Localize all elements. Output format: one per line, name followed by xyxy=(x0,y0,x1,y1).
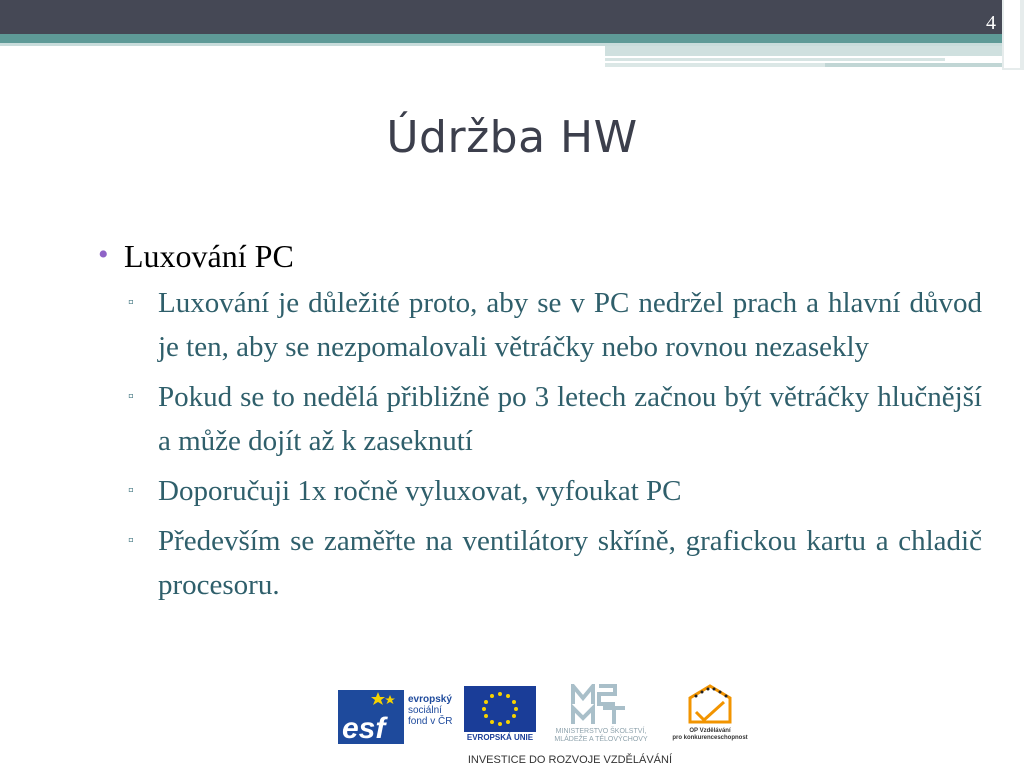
op-logo-caption xyxy=(670,728,750,742)
sub-bullet-text: Především se zaměřte na ventilátory skříně, grafickou kartu a chladič procesoru. xyxy=(158,525,982,601)
msmt-mark-icon xyxy=(569,684,633,726)
esf-stars-icon xyxy=(338,690,404,710)
right-frame-inner xyxy=(1004,0,1020,68)
esf-logo-caption xyxy=(408,694,452,727)
bullet-level-1 xyxy=(98,238,982,275)
square-bullet-icon: ▫ xyxy=(128,388,134,405)
invest-slogan: INVESTICE DO ROZVOJE VZDĚLÁVÁNÍ xyxy=(467,754,672,766)
slide-title: Údržba HW xyxy=(386,112,638,163)
sub-bullet-list xyxy=(128,281,982,607)
slide-number: 4 xyxy=(986,12,996,34)
eu-logo xyxy=(464,686,536,744)
msmt-logo xyxy=(541,684,661,746)
esf-logo-box xyxy=(338,690,404,744)
sub-bullet xyxy=(128,519,982,607)
esf-caption-line2: sociální xyxy=(408,705,442,716)
eu-flag xyxy=(464,686,536,732)
sub-bullet-text: Pokud se to nedělá přibližně po 3 letech začnou být větráčky hlučnější a může dojít až k zaseknutí xyxy=(158,381,982,457)
accent-band-2 xyxy=(605,58,945,61)
sub-bullet xyxy=(128,469,982,513)
eu-stars-icon xyxy=(464,686,536,732)
msmt-caption-line1: MINISTERSTVO ŠKOLSTVÍ, xyxy=(555,728,647,735)
top-dark-band xyxy=(0,0,1024,34)
sub-bullet xyxy=(128,281,982,369)
accent-band-3 xyxy=(605,63,825,67)
esf-logo xyxy=(336,684,456,746)
content-area xyxy=(98,238,982,613)
msmt-caption-line2: MLÁDEŽE A TĚLOVÝCHOVY xyxy=(554,736,648,743)
msmt-logo-caption xyxy=(541,728,661,744)
eu-logo-label: EVROPSKÁ UNIE xyxy=(466,733,534,742)
square-bullet-icon: ▫ xyxy=(128,294,134,311)
bullet-level-1-text: Luxování PC xyxy=(124,238,294,274)
footer-logos xyxy=(336,684,756,768)
op-logo xyxy=(670,684,750,746)
accent-band-4 xyxy=(825,63,1003,67)
top-teal-band xyxy=(0,34,1024,43)
op-caption-line1: OP Vzdělávání xyxy=(689,728,731,734)
sub-bullet-text: Luxování je důležité proto, aby se v PC nedržel prach a hlavní důvod je ten, aby se nezpomalovali větráčky nebo rovnou nezasekly xyxy=(158,287,982,363)
op-logo-icon xyxy=(682,684,738,726)
sub-bullet-text: Doporučuji 1x ročně vyluxovat, vyfoukat PC xyxy=(158,475,682,507)
op-caption-line2: pro konkurenceschopnost xyxy=(672,735,748,741)
square-bullet-icon: ▫ xyxy=(128,482,134,499)
esf-caption-line3: fond v ČR xyxy=(408,716,453,727)
bullet-dot-icon: • xyxy=(98,238,109,271)
esf-caption-line1: evropský xyxy=(408,694,452,705)
accent-band-1 xyxy=(605,46,1003,56)
sub-bullet xyxy=(128,375,982,463)
square-bullet-icon: ▫ xyxy=(128,532,134,549)
esf-logo-mark: esf xyxy=(342,712,386,745)
